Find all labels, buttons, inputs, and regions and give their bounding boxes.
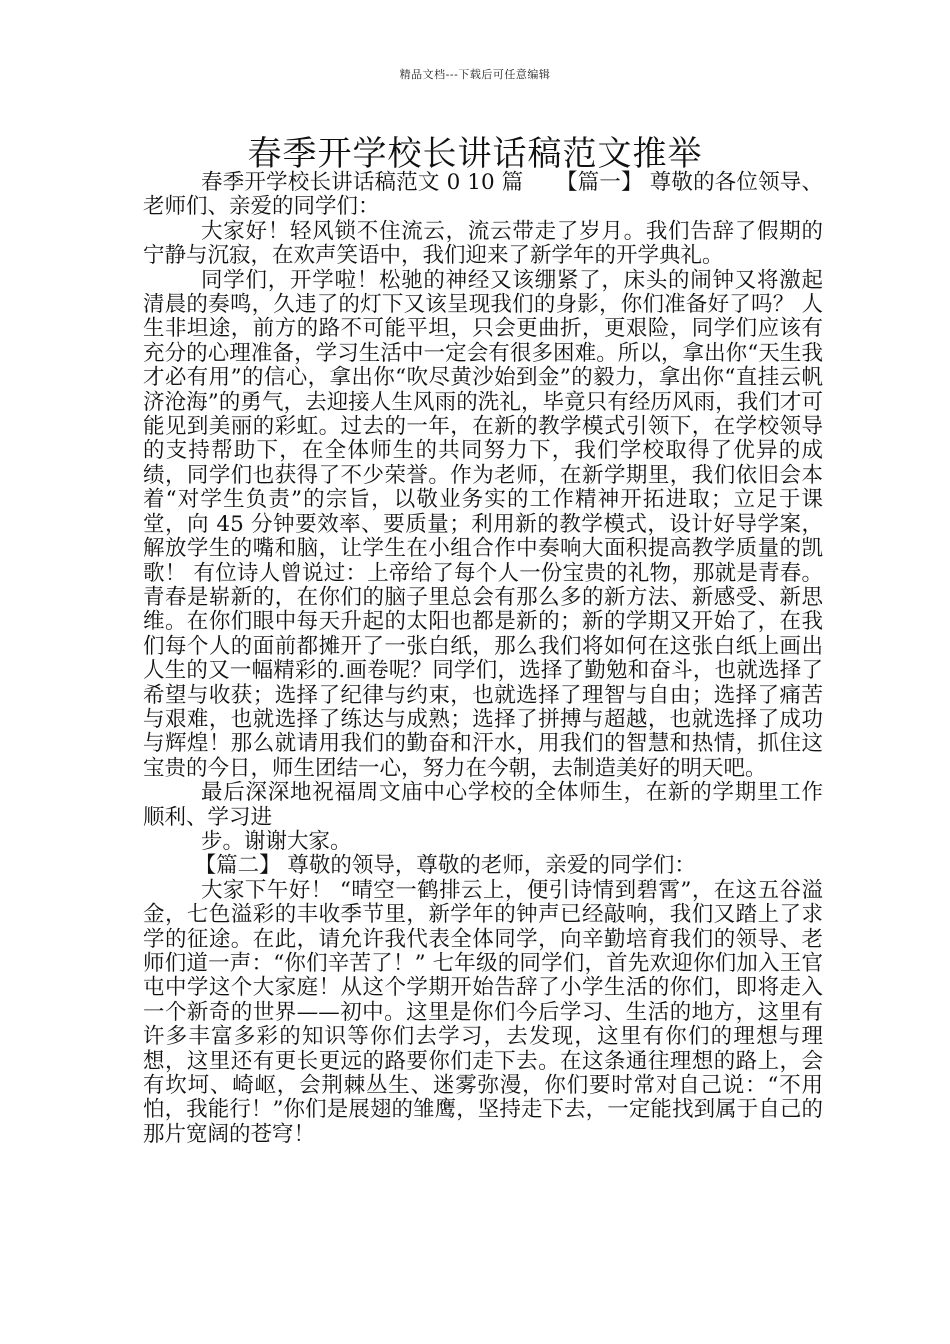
greeting-paragraph: 大家好！轻风锁不住流云，流云带走了岁月。我们告辞了假期的宁静与沉寂，在欢声笑语中，我们迎来了新学年的开学典礼。 [143, 218, 823, 269]
document-title: 春季开学校长讲话稿范文推举 [247, 134, 703, 174]
intro-paragraph: 春季开学校长讲话稿范文 0 10 篇 【篇一】 尊敬的各位领导、老师们、亲爱的同学们： [143, 170, 823, 220]
section-two-paragraph: 大家下午好！ “晴空一鹤排云上，便引诗情到碧霄”，在这五谷溢金，七色溢彩的丰收季节里，新学年的钟声已经敲响，我们又踏上了求学的征途。在此，请允许我代表全体同学，向辛勤培育我们的领导、老师们道一声：“你们辛苦了！” 七年级的同学们，首先欢迎你们加入王官屯中学这个大家庭！从这个学期开始告辞了小学生活的你们，即将走入一个新奇的世界——初中。这里是你们今后学习、生活的地方，这里有许多丰富多彩的知识等你们去学习，去发现，这里有你们的理想与理想，这里还有更长更远的路要你们走下去。在这条通往理想的路上，会有坎坷、崎岖，会荆棘丛生、迷雾弥漫，你们要时常对自己说：“不用怕，我能行！”你们是展翅的雏鹰，坚持走下去，一定能找到属于自己的那片宽阔的苍穹！ [143, 877, 823, 1147]
document-body [143, 171, 823, 1147]
main-paragraph: 同学们，开学啦！松驰的神经又该绷紧了，床头的闹钟又将激起清晨的奏鸣，久违了的灯下又该呈现我们的身影，你们准备好了吗？ 人生非坦途，前方的路不可能平坦，只会更曲折，更艰险，同学们应该有充分的心理准备，学习生活中一定会有很多困难。所以，拿出你“天生我才必有用”的信心，拿出你“吹尽黄沙始到金”的毅力，拿出你“直挂云帆济沧海”的勇气，去迎接人生风雨的洗礼，毕竟只有经历风雨，我们才可能见到美丽的彩虹。过去的一年，在新的教学模式引领下，在学校领导的支持帮助下，在全体师生的共同努力下，我们学校取得了优异的成绩，同学们也获得了不少荣誉。作为老师，在新学期里，我们依旧会本着“对学生负责”的宗旨，以敬业务实的工作精神开拓进取；立足于课堂，向 45 分钟要效率、要质量；利用新的教学模式，设计好导学案，解放学生的嘴和脑，让学生在小组合作中奏响大面积提高教学质量的凯歌！ 有位诗人曾说过：上帝给了每个人一份宝贵的礼物，那就是青春。青春是崭新的，在你们的脑子里总会有那么多的新方法、新感受、新思维。在你们眼中每天升起的太阳也都是新的；新的学期又开始了，在我们每个人的面前都摊开了一张白纸，那么我们将如何在这张白纸上画出人生的又一幅精彩的.画卷呢？同学们，选择了勤勉和奋斗，也就选择了希望与收获；选择了纪律与约束，也就选择了理智与自由；选择了痛苦与艰难，也就选择了练达与成熟；选择了拼搏与超越，也就选择了成功与辉煌！那么就请用我们的勤奋和汗水，用我们的智慧和热情，抓住这宝贵的今日，师生团结一心，努力在今朝，去制造美好的明天吧。 [143, 267, 823, 781]
header-note: 精品文档---下载后可任意编辑 [399, 68, 551, 81]
closing-paragraph: 最后深深地祝福周文庙中心学校的全体师生，在新的学期里工作顺利、学习进 [143, 780, 823, 830]
thanks-paragraph: 步。谢谢大家。 [201, 828, 352, 854]
section-two-heading: 【篇二】 尊敬的领导，尊敬的老师，亲爱的同学们： [194, 853, 696, 879]
